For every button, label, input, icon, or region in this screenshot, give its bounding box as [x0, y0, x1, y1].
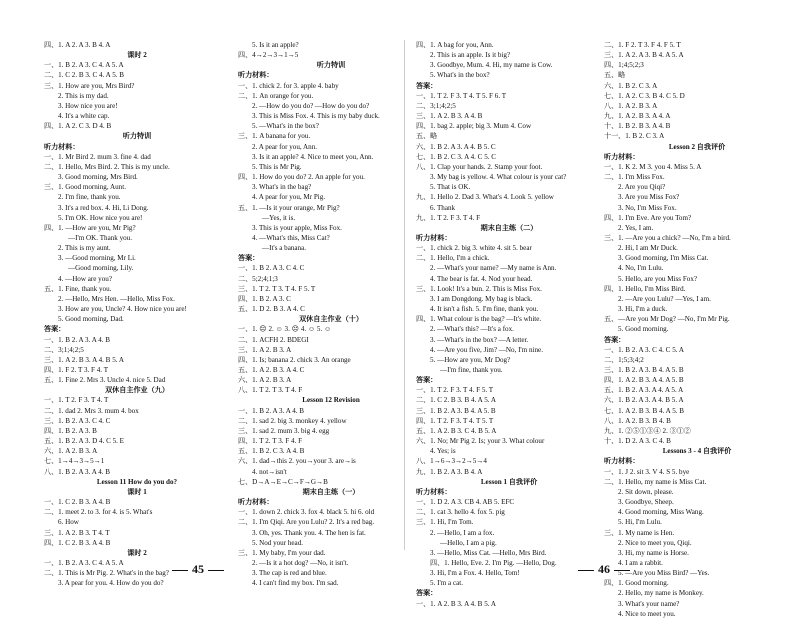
answer-line: 六、1. A 2. B 3. A	[44, 447, 98, 456]
page-number-right	[574, 562, 634, 577]
section-heading: 听力特训	[122, 132, 152, 141]
answer-line: 七、1. B 2. C 3. A 4. C 5. C	[416, 152, 497, 161]
answer-line: 一、1. T 2. F 3. T 4. T	[44, 396, 109, 405]
section-heading: 双休自主作业（九）	[105, 386, 169, 395]
answer-line: 一、1. B 2. A 3. C 4. C 5. A	[604, 345, 685, 354]
section-heading: 听力特训	[316, 61, 346, 70]
answer-line: 三、1. —Are you a chick? —No, I'm a bird.	[604, 233, 731, 242]
answer-line: 六、1. B 2. A 3. A 4. B 5. A	[604, 396, 684, 405]
answer-line: 九、1. ②⑤①③④ 2. ③①②	[604, 426, 691, 435]
answer-line: 一、1. chick 2. for 3. apple 4. baby	[238, 81, 339, 90]
section-heading: 课时 2	[127, 51, 147, 60]
answer-line: 一、1. down 2. chick 3. fox 4. black 5. hi 6. old	[238, 508, 375, 517]
answer-line: 一、1. Mr Bird 2. mum 3. fine 4. dad	[44, 152, 151, 161]
answer-line: 5. I'm a cat.	[430, 579, 463, 588]
answer-line: 2. —Is it a hot dog? —No, it isn't.	[252, 558, 349, 567]
answer-line: 六、1. B 2. A 3. A 4. B 5. C	[416, 142, 496, 151]
answer-line: 3. This is your apple, Miss Fox.	[252, 223, 342, 232]
answer-line: 二、1. C 2. B 3. B 4. A 5. A	[416, 396, 497, 405]
answer-line: 一、1. B 2. A 3. C 4. A 5. A	[44, 558, 124, 567]
answer-line: 八、1. A 2. B 3. B 4. B	[604, 416, 671, 425]
answer-line: 四、1;4;5;2;3	[604, 61, 644, 70]
answer-line: 5. What's in the box?	[430, 71, 490, 80]
answer-line: 2. —Hello, I am a fox.	[430, 528, 495, 537]
answer-line: 一、1. B 2. A 3. C 4. A 5. A	[44, 61, 124, 70]
answer-line: —I'm fine, thank you.	[440, 366, 503, 374]
answer-line: 八、1. B 2. A 3. A 4. B	[44, 467, 111, 476]
answer-line: 3. Oh, yes. Thank you. 4. The hen is fat.	[252, 528, 366, 537]
section-label: 答案：	[416, 589, 438, 598]
answer-line: 三、1. How are you, Mrs Bird?	[44, 81, 135, 90]
answer-line: 5. Hello, are you Miss Fox?	[618, 274, 698, 283]
answer-line: 十、1. B 2. B 3. A 4. B	[604, 122, 671, 131]
answer-line: 2. I'm fine, thank you.	[58, 193, 121, 202]
answer-line: 3. Hi, my name is Horse.	[618, 548, 689, 557]
answer-line: 3. Hi, I'm a Fox. 4. Hello, Tom!	[430, 569, 520, 578]
answer-line: 3. Is it an apple? 4. Nice to meet you, Ann.	[252, 152, 374, 161]
answer-line: 三、1. Look! It's a bun. 2. This is Miss Fox.	[416, 284, 542, 293]
answer-line: 3. Good morning, Mrs Bird.	[58, 173, 138, 182]
answer-line: 3. Goodbye, Sheep.	[618, 498, 674, 507]
answer-line: 五、1. Fine 2. Mrs 3. Uncle 4. nice 5. Dad	[44, 376, 166, 385]
answer-line: 四、1. What colour is the bag? —It's white.	[416, 315, 542, 324]
answer-line: 3. Goodbye, Mum. 4. Hi, my name is Cow.	[430, 61, 553, 70]
answer-line: 五、1. A 2. B 3. C 4. B 5. A	[416, 426, 497, 435]
answer-line: 五、1. B 2. C 3. A 4. B	[238, 447, 305, 456]
answer-line: 5. —What's in the box?	[252, 122, 319, 131]
answer-line: 五、略	[416, 132, 438, 141]
section-heading: Lesson 2 自我评价	[668, 142, 726, 151]
answer-line: 八、1. T 2. T 3. T 4. F	[238, 386, 303, 395]
answer-line: 4. —What's this, Miss Cat?	[252, 233, 330, 242]
answer-line: 3. Are you Miss Fox?	[618, 193, 680, 202]
answer-column-3	[416, 40, 602, 609]
answer-line: 三、1. T 2. T 3. T 4. F 5. T	[238, 284, 316, 293]
answer-line: 5. Good morning, Dad.	[58, 315, 124, 324]
answer-line: 4. No, I'm Lulu.	[618, 264, 664, 273]
answer-line: 三、1. My baby, I'm your dad.	[238, 548, 326, 557]
answer-line: —It's a banana.	[262, 244, 307, 253]
answer-line: 四、1. B 2. A 3. C	[238, 294, 291, 303]
answer-line: 二、3;1;4;2;5	[416, 101, 456, 110]
answer-line: 二、1. F 2. T 3. F 4. F 5. T	[604, 41, 681, 49]
answer-line: 三、1. A 2. B 3. A	[238, 345, 292, 354]
answer-line: 二、1. meet 2. to 3. for 4. is 5. What's	[44, 508, 153, 517]
answer-line: 4. It isn't a fish. 5. I'm fine, thank you.	[430, 305, 539, 314]
answer-line: 六、1. A 2. B 3. A	[238, 376, 292, 385]
answer-line: 二、1. Hello, my name is Miss Cat.	[604, 477, 707, 486]
section-heading: Lesson 11 How do you do?	[96, 477, 178, 486]
answer-line: 2. A pear for you, Ann.	[252, 142, 318, 151]
section-label: 答案：	[44, 325, 66, 334]
section-label: 听力材料：	[416, 487, 452, 496]
answer-line: 四、1. T 2. F 3. T 4. T 5. T	[416, 416, 494, 425]
answer-line: 二、1. This is Mr Pig. 2. What's in the bag?	[44, 569, 169, 578]
answer-line: 六、1. B 2. C 3. A	[604, 81, 658, 90]
right-page-number: 46	[598, 562, 610, 576]
answer-line: 3. How are you, Uncle? 4. How nice you are!	[58, 305, 187, 314]
answer-line: 3. A pear for you. 4. How do you do?	[58, 579, 164, 588]
answer-line: 四、1. Hello, I'm Miss Bird.	[604, 284, 686, 293]
answer-line: 七、1→4→3→5→1	[44, 457, 105, 466]
answer-line: 四、1. —How are you, Mr Pig?	[44, 223, 136, 232]
answer-line: 九、1. T 2. F 3. T 4. F	[416, 213, 481, 222]
answer-line: 二、1. C 2. B 3. C 4. A 5. B	[44, 71, 125, 80]
answer-line: 一、1. chick 2. big 3. white 4. sit 5. bear	[416, 244, 532, 253]
answer-line: 三、1. A 2. B 3. A 4. B	[416, 112, 483, 121]
answer-line: 四、1. A 2. A 3. B 4. A	[44, 41, 111, 49]
answer-line: 4. The bear is fat. 4. Nod your head.	[430, 274, 533, 283]
answer-line: 四、1. Is; banana 2. chick 3. An orange	[238, 355, 351, 364]
page-number-left	[168, 562, 228, 577]
answer-line: 4. —Are you five, Jim? —No, I'm nine.	[430, 345, 543, 354]
answer-line: 五、略	[604, 71, 626, 80]
answer-line: 四、1. T 2. T 3. F 4. F	[238, 437, 303, 446]
section-label: 听力材料：	[238, 498, 274, 507]
answer-line: 三、1. B 2. A 3. B 4. A 5. B	[416, 406, 496, 415]
answer-line: 6. How	[58, 518, 79, 527]
answer-line: 4. not→isn't	[252, 467, 287, 476]
section-heading: 期末自主练（一）	[302, 487, 360, 496]
answer-line: 三、1. sad 2. mum 3. big 4. egg	[238, 426, 330, 435]
answer-line: 3. What's your name?	[618, 599, 680, 608]
answer-line: 五、1. B 2. A 3. A 4. A 5. A	[604, 386, 684, 395]
answer-line: 4. —How are you?	[58, 274, 112, 283]
answer-line: 3. —Good morning, Mr Li.	[58, 254, 136, 263]
answer-line: 四、1. A 2. B 3. A 4. A 5. B	[604, 376, 684, 385]
answer-line: 5. Is it an apple?	[252, 41, 299, 49]
answer-line: 二、1. Hello, I'm a chick.	[416, 254, 490, 263]
answer-line: 2. —Hello, Mrs Hen. —Hello, Miss Fox.	[58, 294, 175, 303]
answer-line: 七、1. A 2. B 3. B 4. A 5. B	[604, 406, 685, 415]
answer-line: 四、1. A 2. C 3. D 4. B	[44, 122, 112, 131]
answer-line: 3. —What's in the box? —A letter.	[430, 335, 529, 344]
answer-line: 二、1. I'm Qiqi. Are you Lulu? 2. It's a red bag.	[238, 518, 375, 527]
answer-line: 四、1. Good morning.	[604, 579, 669, 588]
answer-line: 5. Hi, I'm Lulu.	[618, 518, 662, 527]
answer-line: 3. It's a red box. 4. Hi, Li Dong.	[58, 203, 149, 212]
answer-line: 一、1. B 2. A 3. A 4. B	[44, 335, 111, 344]
section-label: 听力材料：	[238, 71, 274, 80]
answer-line: 二、1;5;3;4;2	[604, 355, 644, 364]
answer-line: 3. What's in the bag?	[252, 183, 312, 192]
answer-line: 4. It's a white cap.	[58, 112, 110, 121]
answer-line: 5. Good morning.	[618, 325, 669, 334]
answer-line: 七、1. A 2. C 3. B 4. C 5. D	[604, 91, 685, 100]
answer-line: 四、1. A bag for you, Ann.	[416, 41, 494, 49]
answer-line: 七、D→A→E→C→F→G→B	[238, 477, 328, 486]
answer-line: 一、1. T 2. F 3. T 4. F 5. T	[416, 386, 494, 395]
answer-line: 九、1. A 2. B 3. A 4. A	[604, 112, 671, 121]
section-heading: Lesson 1 自我评价	[480, 477, 538, 486]
answer-line: 2. This is an apple. Is it big?	[430, 51, 511, 60]
section-heading: 课时 2	[127, 548, 147, 557]
answer-line: 5. —How are you, Mr Dog?	[430, 355, 511, 364]
answer-column-1	[44, 40, 230, 588]
answer-line: 一、1. K 2. M 3. you 4. Miss 5. A	[604, 162, 702, 171]
answer-line: —Yes, it is.	[262, 213, 296, 222]
section-label: 答案：	[238, 254, 260, 263]
answer-line: 5. I'm OK. How nice you are!	[58, 213, 143, 222]
answer-line: 一、1. D 2. A 3. CB 4. AB 5. EFC	[416, 498, 515, 507]
answer-line: 三、1. A banana for you.	[238, 132, 311, 141]
answer-line: 九、1. Hello 2. Dad 3. What's 4. Look 5. yellow	[416, 193, 554, 202]
answer-line: 3. Hi, I'm a duck.	[618, 305, 668, 314]
answer-line: 四、1. How do you do? 2. An apple for you.	[238, 173, 365, 182]
section-label: 答案：	[416, 376, 438, 385]
answer-line: 3. My bag is yellow. 4. What colour is your cat?	[430, 173, 567, 182]
section-label: 听力材料：	[44, 142, 80, 151]
answer-line: 4. Nice to meet you.	[618, 609, 676, 618]
answer-line: 一、1. B 2. A 3. C 4. C	[238, 264, 305, 273]
answer-line: 八、1. A 2. B 3. A	[604, 101, 658, 110]
answer-line: 4. Good morning, Miss Wang.	[618, 508, 704, 517]
answer-line: —Good morning, Lily.	[68, 264, 134, 273]
answer-line: 一、1. A 2. B 3. A 4. B 5. A	[416, 599, 497, 608]
answer-line: 八、1→6→3→2→5→4	[416, 457, 487, 466]
answer-column-2	[238, 40, 424, 588]
answer-line: 4. I am a rabbit.	[618, 558, 663, 567]
answer-line: 四、1. C 2. B 3. A 4. B	[44, 538, 111, 547]
answer-line: 六、1. No; Mr Pig 2. Is; your 3. What colour	[416, 437, 545, 446]
answer-line: 十一、1. B 2. C 3. A	[604, 132, 665, 141]
answer-line: 3. I am Dongdong. My bag is black.	[430, 294, 533, 303]
section-heading: Lesson 12 Revision	[302, 396, 360, 405]
answer-line: 三、1. My name is Hen.	[604, 528, 675, 537]
answer-line: 4. A pear for you, Mr Pig.	[252, 193, 326, 202]
answer-line: 五、1. Fine, thank you.	[44, 284, 112, 293]
answer-line: 2. Are you Qiqi?	[618, 183, 666, 192]
answer-line: 3. Good morning, I'm Miss Cat.	[618, 254, 709, 263]
answer-line: 八、1. Clap your hands. 2. Stamp your foot.	[416, 162, 543, 171]
section-label: 听力材料：	[604, 457, 640, 466]
answer-column-4	[604, 40, 790, 619]
answer-line: 2. This is my aunt.	[58, 244, 111, 253]
answer-line: 五、1. B 2. A 3. D 4. C 5. E	[44, 437, 125, 446]
answer-line: 四、4→2→3→1→5	[238, 51, 299, 60]
section-label: 听力材料：	[416, 233, 452, 242]
answer-line: 二、1. ACFH 2. BDEGI	[238, 335, 309, 344]
answer-line: 二、1. An orange for you.	[238, 91, 314, 100]
answer-line: 一、1. J 2. sit 3. V 4. S 5. bye	[604, 467, 690, 476]
answer-line: 一、1. ☹ 2. ☺ 3. ☹ 4. ☺ 5. ☺	[238, 325, 332, 334]
section-label: 听力材料：	[604, 152, 640, 161]
answer-line: 3. How nice you are!	[58, 101, 118, 110]
answer-line: 一、1. T 2. F 3. T 4. T 5. F 6. T	[416, 91, 507, 100]
page-gutter-divider	[404, 40, 405, 550]
answer-line: 三、1. A 2. A 3. B 4. A 5. A	[604, 51, 684, 60]
answer-line: 一、1. C 2. B 3. A 4. B	[44, 498, 111, 507]
answer-line: 三、1. B 2. A 3. B 4. A 5. B	[604, 366, 684, 374]
answer-line: 四、1. bag 2. apple; big 3. Mum 4. Cow	[416, 122, 532, 131]
section-heading: 期末自主练（二）	[480, 223, 538, 232]
answer-line: 二、1. Hello, Mrs Bird. 2. This is my uncle.	[44, 162, 170, 171]
answer-line: 二、1. sad 2. big 3. monkey 4. yellow	[238, 416, 347, 425]
answer-line: 四、1. I'm Eve. Are you Tom?	[604, 213, 692, 222]
answer-line: 3. No, I'm Miss Fox.	[618, 203, 677, 212]
left-page-number: 45	[192, 562, 204, 576]
answer-line: 三、1. B 2. A 3. C 4. C	[44, 416, 111, 425]
answer-line: 2. Hello, my name is Monkey.	[618, 589, 704, 598]
answer-line: 5. —Are you Miss Bird? —Yes.	[618, 569, 710, 578]
answer-line: 5. This is Mr Pig.	[252, 162, 302, 171]
answer-line: 四、1. B 2. A 3. B	[44, 426, 97, 435]
answer-line: 二、1. cat 3. hello 4. fox 5. pig	[416, 508, 505, 517]
answer-line: 2. —What's your name? —My name is Ann.	[430, 264, 557, 273]
answer-line: 三、1. A 2. B 3. T 4. T	[44, 528, 110, 537]
section-heading: Lessons 3 - 4 自我评价	[662, 447, 732, 456]
answer-line: 2. Nice to meet you, Qiqi.	[618, 538, 692, 547]
answer-line: 2. Hi, I am Mr Duck.	[618, 244, 678, 253]
answer-line: 2. —Are you Lulu? —Yes, I am.	[618, 294, 711, 303]
section-heading: 双休自主作业（十）	[299, 315, 363, 324]
section-label: 答案：	[604, 335, 626, 344]
answer-line: 2. This is my dad.	[58, 91, 109, 100]
answer-line: 5. That is OK.	[430, 183, 471, 192]
answer-line: 二、1. I'm Miss Fox.	[604, 173, 665, 182]
answer-line: 一、1. B 2. A 3. A 4. B	[238, 406, 305, 415]
answer-line: 6. Thank	[430, 203, 456, 212]
answer-line: 五、1. D 2. B 3. A 4. C	[238, 305, 305, 314]
answer-line: —I'm OK. Thank you.	[68, 233, 132, 242]
answer-line: 4. I can't find my box. I'm sad.	[252, 579, 339, 588]
answer-line: 三、1. Hi, I'm Tom.	[416, 518, 474, 527]
answer-line: 二、1. dad 2. Mrs 3. mum 4. box	[44, 406, 139, 415]
answer-line: 九、1. B 2. A 3. B 4. A	[416, 467, 483, 476]
answer-line: 3. —Hello, Miss Cat. —Hello, Mrs Bird.	[430, 548, 547, 557]
answer-line: 5. Nod your head.	[252, 538, 304, 547]
answer-line: 二、3;1;4;2;5	[44, 345, 84, 354]
answer-line: 三、1. A 2. B 3. A 4. B 5. A	[44, 355, 125, 364]
answer-line: 四、1. Hello, Eve. 2. I'm Pig. —Hello, Dog.	[430, 558, 557, 567]
section-heading: 课时 1	[127, 487, 147, 496]
answer-line: 2. —How do you do? —How do you do?	[252, 101, 370, 110]
answer-line: 2. —What's this? —It's a fox.	[430, 325, 514, 334]
answer-line: 2. Yes, I am.	[618, 223, 654, 232]
answer-line: 十、1. D 2. A 3. C 4. B	[604, 437, 671, 446]
answer-line: 3. This is Miss Fox. 4. This is my baby duck.	[252, 112, 380, 121]
answer-line: 五、1. A 2. B 3. A 4. C	[238, 366, 305, 374]
answer-line: 三、1. Good morning, Aunt.	[44, 183, 126, 192]
answer-line: 2. Sit down, please.	[618, 487, 674, 496]
answer-line: 3. The cap is red and blue.	[252, 569, 327, 578]
answer-line: 六、1. dad→this 2. you→your 3. are→is	[238, 457, 356, 466]
answer-line: 4. Yes; is	[430, 447, 456, 456]
answer-line: 二、5;2;4;1;3	[238, 274, 278, 283]
section-label: 答案：	[416, 81, 438, 90]
answer-line: 四、1. F 2. T 3. F 4. T	[44, 366, 109, 374]
answer-line: —Hello, I am a pig.	[440, 538, 497, 547]
answer-line: 五、—Are you Mr Dog? —No, I'm Mr Pig.	[604, 315, 730, 324]
answer-line: 五、1. —Is it your orange, Mr Pig?	[238, 203, 340, 212]
